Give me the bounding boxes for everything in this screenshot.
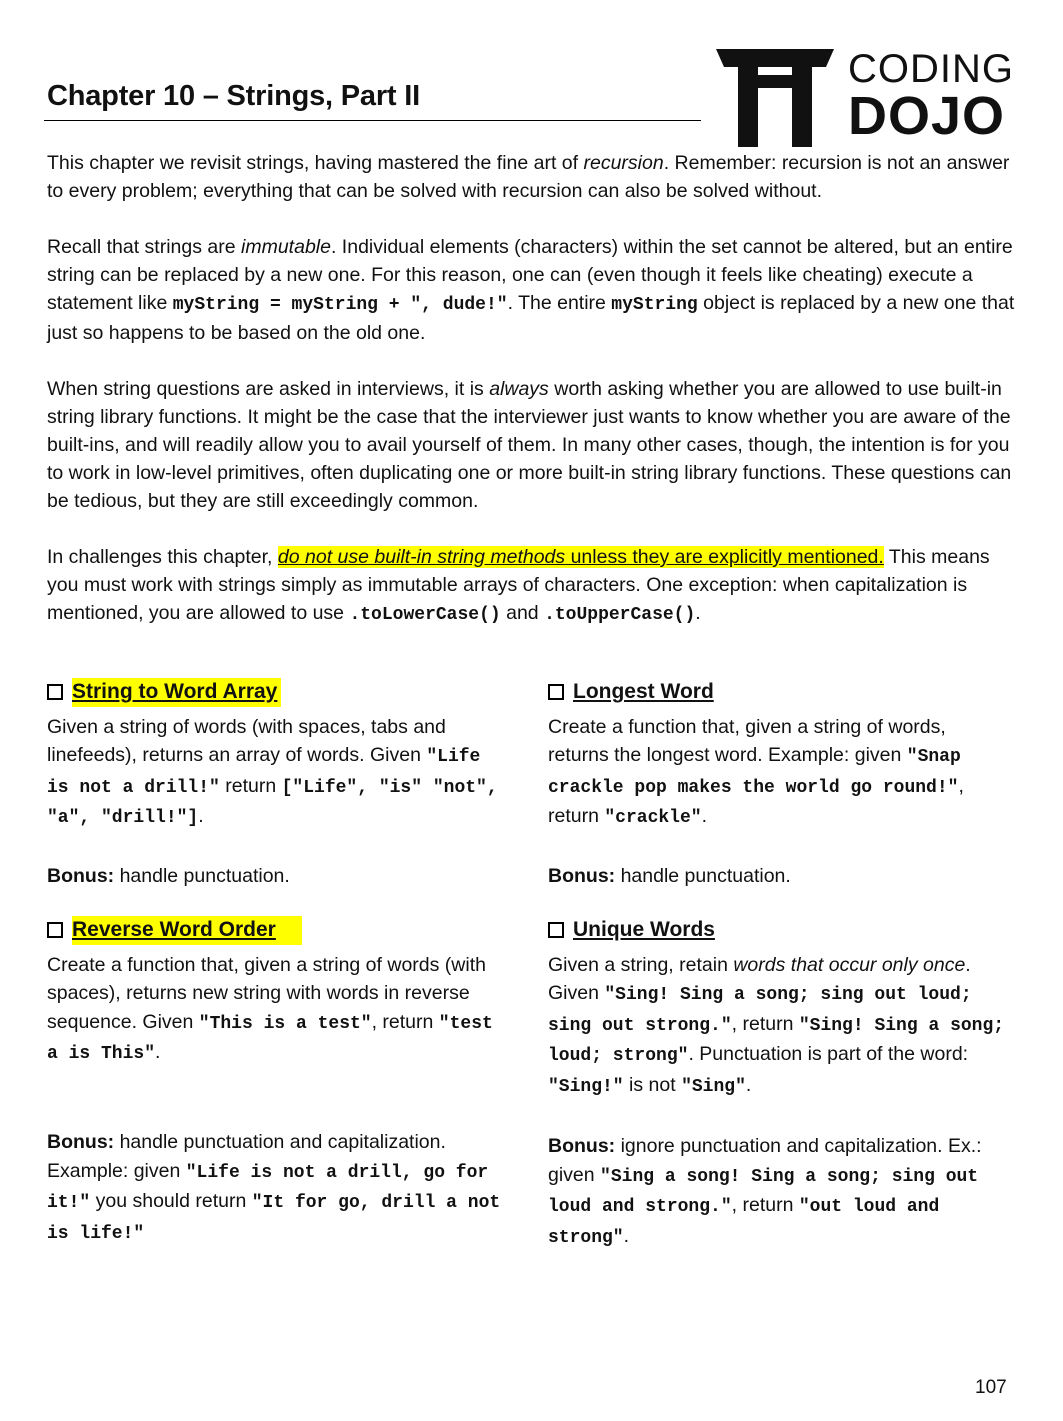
page-number: 107 (975, 1377, 1007, 1398)
checkbox-icon[interactable] (548, 922, 564, 938)
section-bonus: Bonus: handle punctuation and capitalization. Example: given "Life is not a drill, go for it!" you should return "It for go, drill a not is life!" (47, 1131, 501, 1244)
section-unique-words (548, 916, 1008, 1246)
intro-paragraph-1: This chapter we revisit strings, having mastered the fine art of recursion. Remember: recursion is not an answer to every problem; everything that can be solved with recursion can also be solved without. (47, 152, 1010, 202)
section-heading: Reverse Word Order (47, 916, 507, 945)
section-body: Create a function that, given a string of words, returns the longest word. Example: given "Snap crackle pop makes the world go round!", return "crackle". (548, 715, 964, 828)
section-longest-word (548, 678, 1008, 893)
section-body: Given a string of words (with spaces, tabs and linefeeds), returns an array of words. Given "Life is not a drill!" return ["Life", "is" "not", "a", "drill!"]. (47, 715, 498, 828)
intro-paragraph-4: In challenges this chapter, do not use built-in string methods unless they are explicitly mentioned. This means you must work with strings simply as immutable arrays of characters. One exception: when capitalization is mentioned, you are allowed to use .toLowerCase() and .toUpperCase(). (47, 546, 990, 625)
page-title: Chapter 10 – Strings, Part II (47, 80, 420, 112)
checkbox-icon[interactable] (47, 922, 63, 938)
intro-paragraph-3: When string questions are asked in interviews, it is always worth asking whether you are allowed to use built-in string library functions. It might be the case that the interviewer just wants to know whether you are aware of the built-ins, and will readily allow you to avail yourself of them. In many other cases, though, the intention is for you to work in low-level primitives, often duplicating one or more built-in string library functions. These questions can be tedious, but they are still exceedingly common. (47, 378, 1012, 512)
title-underline (44, 120, 701, 121)
section-heading: Longest Word (548, 678, 1008, 707)
logo-text-dojo: DOJO (848, 86, 1006, 146)
section-bonus: Bonus: handle punctuation. (548, 865, 791, 887)
section-heading: String to Word Array (47, 678, 507, 707)
section-bonus: Bonus: handle punctuation. (47, 865, 290, 887)
section-body: Create a function that, given a string of words (with spaces), returns new string with words in reverse sequence. Given "This is a test", return "test a is This". (47, 953, 493, 1064)
checkbox-icon[interactable] (548, 684, 564, 700)
section-string-to-word-array (47, 678, 507, 893)
checkbox-icon[interactable] (47, 684, 63, 700)
section-bonus: Bonus: ignore punctuation and capitalization. Ex.: given "Sing a song! Sing a song; sing out loud and strong.", return "out loud and strong". (548, 1135, 982, 1248)
section-body: Given a string, retain words that occur only once. Given "Sing! Sing a song; sing out loud; sing out strong.", return "Sing! Sing a song; loud; strong". Punctuation is part of the word: "Sing!" is not "Sing". (548, 953, 1005, 1097)
section-heading: Unique Words (548, 916, 1008, 945)
highlighted-rule: do not use built-in string methods unless they are explicitly mentioned. (277, 546, 884, 568)
logo-text-coding: CODING (848, 47, 1014, 91)
intro-paragraph-2: Recall that strings are immutable. Individual elements (characters) within the set cannot be altered, but an entire string can be replaced by a new one. For this reason, one can (even though it feels like cheating) execute a statement like myString = myString + ", dude!". The entire myString object is replaced by a new one that just so happens to be based on the old one. (47, 236, 1015, 344)
section-reverse-word-order (47, 916, 507, 1246)
torii-gate-icon (716, 45, 834, 147)
intro-text (47, 149, 1017, 657)
coding-dojo-logo (716, 45, 1032, 147)
